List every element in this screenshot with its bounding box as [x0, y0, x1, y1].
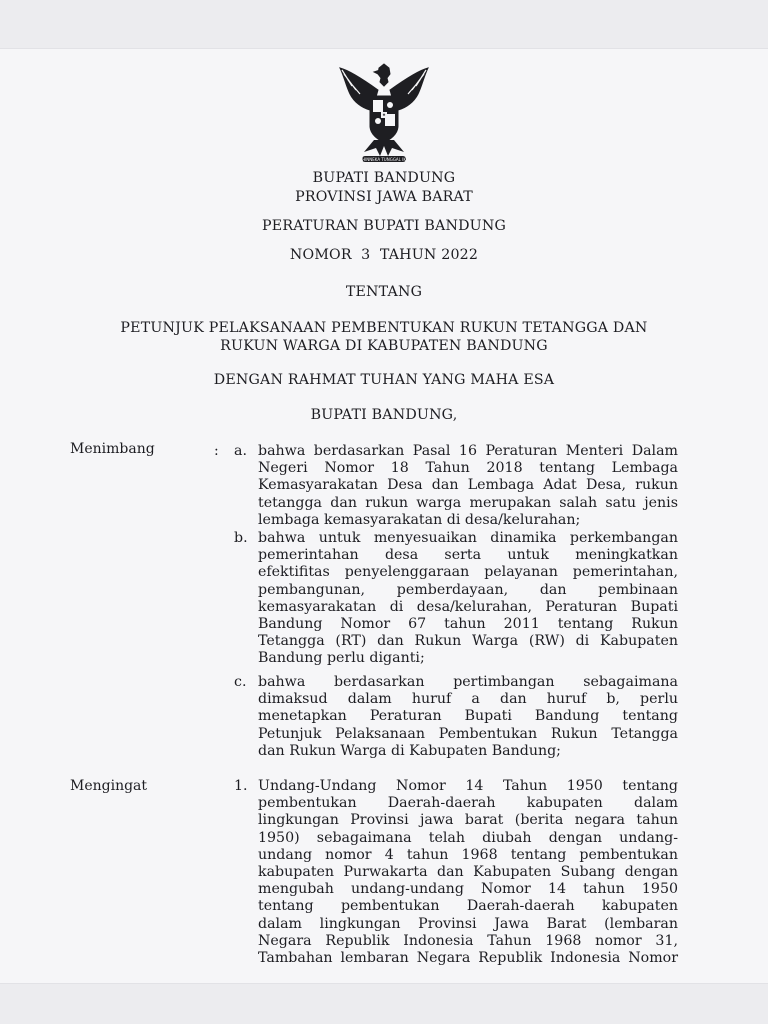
svg-text:BHINNEKA TUNGGAL IKA: BHINNEKA TUNGGAL IKA	[359, 157, 409, 162]
item-line: Bandung Nomor 67 tahun 2011 tentang Rukun	[258, 616, 678, 633]
item-line: bahwa untuk menyesuaikan dinamika perkembangan	[258, 530, 678, 546]
item-line: Kemasyarakatan Desa dan Lembaga Adat Desa, rukun	[258, 477, 678, 494]
page-bottom-margin	[0, 983, 768, 1024]
item-line: undang nomor 4 tahun 1968 tentang pembentukan	[258, 846, 678, 863]
about-heading: TENTANG	[345, 284, 423, 300]
item-line: kemasyarakatan di desa/kelurahan, Peraturan Bupati	[258, 598, 678, 615]
regent-heading: BUPATI BANDUNG	[312, 170, 456, 186]
item-line: tentang pembentukan Daerah-daerah kabupaten	[258, 898, 678, 915]
item-line: Tetangga (RT) dan Rukun Warga (RW) di Kabupaten	[258, 633, 678, 650]
item-marker: c.	[234, 674, 247, 690]
item-line: 1950) sebagaimana telah diubah dengan undang-	[258, 829, 678, 846]
item-line: Negeri Nomor 18 Tahun 2018 tentang Lembaga	[258, 460, 678, 477]
regulation-number: NOMOR 3 TAHUN 2022	[289, 247, 479, 263]
province-heading: PROVINSI JAWA BARAT	[295, 189, 473, 205]
item-line: Negara Republik Indonesia Tahun 1968 nomor 31,	[258, 932, 678, 949]
item-line: pemerintahan desa serta untuk meningkatkan	[258, 547, 678, 564]
item-marker: 1.	[234, 778, 248, 794]
item-line: Tambahan lembaran Negara Republik Indonesia Nomor	[258, 950, 678, 967]
item-line: Bandung perlu diganti;	[258, 650, 425, 667]
issuer-line: BUPATI BANDUNG,	[310, 407, 458, 423]
regulation-heading: PERATURAN BUPATI BANDUNG	[262, 218, 506, 234]
item-line: pembentukan Daerah-daerah kabupaten dalam	[258, 795, 678, 812]
item-line: bahwa berdasarkan Pasal 16 Peraturan Menteri Dalam	[258, 443, 678, 459]
item-line: Petunjuk Pelaksanaan Pembentukan Rukun Tetangga	[258, 725, 678, 742]
item-line: mengubah undang-undang Nomor 14 tahun 1950	[258, 881, 678, 898]
divine-grace-line: DENGAN RAHMAT TUHAN YANG MAHA ESA	[213, 372, 555, 388]
garuda-emblem-icon	[334, 60, 434, 168]
item-line: dimaksud dalam huruf a dan huruf b, perlu	[258, 691, 678, 708]
item-line: kabupaten Purwakarta dan Kabupaten Subang dengan	[258, 864, 678, 881]
item-line: lembaga kemasyarakatan di desa/kelurahan;	[258, 511, 581, 528]
item-line: tetangga dan rukun warga merupakan salah satu jenis	[258, 494, 678, 511]
regulation-title-line-1: PETUNJUK PELAKSANAAN PEMBENTUKAN RUKUN TETANGGA DAN	[120, 320, 648, 336]
item-line: dan Rukun Warga di Kabupaten Bandung;	[258, 742, 561, 759]
item-line: pembangunan, pemberdayaan, dan pembinaan	[258, 581, 678, 598]
regulation-title-line-2: RUKUN WARGA DI KABUPATEN BANDUNG	[220, 338, 548, 354]
item-marker: a.	[234, 443, 247, 459]
item-marker: b.	[234, 530, 248, 546]
item-line: dalam lingkungan Provinsi Jawa Barat (lembaran	[258, 915, 678, 932]
item-line: menetapkan Peraturan Bupati Bandung tentang	[258, 708, 678, 725]
page-top-margin	[0, 0, 768, 49]
item-line: efektifitas penyelenggaraan pelayanan pemerintahan,	[258, 564, 678, 581]
item-line: lingkungan Provinsi jawa barat (berita negara tahun	[258, 812, 678, 829]
menimbang-label: Menimbang	[70, 441, 155, 457]
item-line: bahwa berdasarkan pertimbangan sebagaimana	[258, 674, 678, 690]
item-line: Undang-Undang Nomor 14 Tahun 1950 tentang	[258, 778, 678, 794]
menimbang-colon: :	[214, 443, 219, 459]
mengingat-label: Mengingat	[70, 778, 148, 794]
